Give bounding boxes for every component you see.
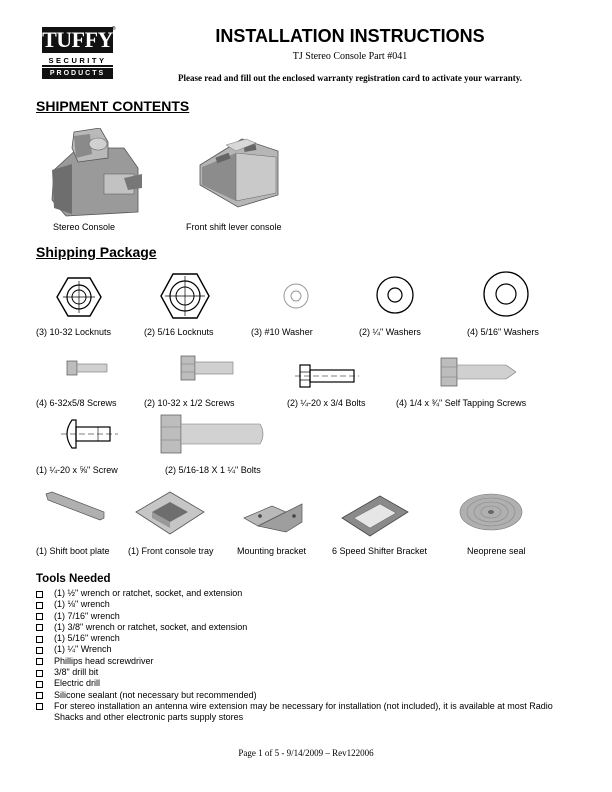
mounting-bracket-image — [242, 496, 304, 536]
tuffy-logo — [42, 26, 116, 81]
tools-list — [36, 588, 576, 724]
tool-item: (1) ¼" Wrench — [36, 644, 576, 655]
part-label: 6 Speed Shifter Bracket — [332, 546, 428, 556]
screw-6-32-icon — [66, 359, 108, 377]
tool-item: (1) ⅛" wrench — [36, 599, 576, 610]
checkbox-icon — [36, 591, 43, 598]
checkbox-icon — [36, 636, 43, 643]
part-label: (2) 10-32 x 1/2 Screws — [144, 398, 235, 408]
part-label: (4) 5/16" Washers — [467, 327, 539, 337]
tool-item: Phillips head screwdriver — [36, 656, 576, 667]
tools-needed-heading: Tools Needed — [36, 573, 111, 585]
checkbox-icon — [36, 692, 43, 699]
part-label: (1) Front console tray — [128, 546, 214, 556]
shift-boot-plate-image — [44, 490, 108, 522]
tool-item: (1) 7/16" wrench — [36, 611, 576, 622]
part-label: (4) 1/4 x ¾" Self Tapping Screws — [396, 398, 527, 408]
shifter-bracket-image — [340, 494, 410, 538]
neoprene-seal-image — [458, 492, 524, 532]
logo-registered-mark: ® — [112, 26, 116, 32]
front-console-tray-image — [134, 490, 206, 538]
tool-item: Electric drill — [36, 678, 576, 689]
bolt-quarter-20-icon — [294, 363, 360, 389]
washer-quarter-icon — [375, 275, 415, 315]
part-label: (1) Shift boot plate — [36, 546, 110, 556]
front-shift-lever-console-image — [196, 135, 280, 209]
bolt-5-16-18-icon — [160, 414, 268, 454]
locknut-5-16-icon — [160, 272, 210, 320]
shipment-label: Stereo Console — [53, 222, 116, 232]
tool-item: For stereo installation an antenna wire extension may be necessary for installation (not included), it is available at most Radio Shacks and other electronic parts supply stores — [36, 701, 576, 724]
part-label: (2) 5/16-18 X 1 ¼" Bolts — [165, 465, 261, 475]
logo-products: PRODUCTS — [42, 68, 113, 79]
logo-security: SECURITY — [48, 56, 107, 65]
washer-5-16-icon — [482, 270, 530, 318]
tool-item: 3/8" drill bit — [36, 667, 576, 678]
checkbox-icon — [36, 658, 43, 665]
part-label: (3) #10 Washer — [251, 327, 313, 337]
tool-item: (1) ½" wrench or ratchet, socket, and extension — [36, 588, 576, 599]
shipment-label: Front shift lever console — [186, 222, 282, 232]
locknut-10-32-icon — [56, 276, 102, 318]
part-label: (4) 6-32x5/8 Screws — [36, 398, 117, 408]
page-title: INSTALLATION INSTRUCTIONS — [215, 26, 485, 46]
checkbox-icon — [36, 613, 43, 620]
tool-item: (1) 3/8" wrench or ratchet, socket, and extension — [36, 622, 576, 633]
part-label: (1) ¼-20 x ⅝" Screw — [36, 465, 118, 475]
logo-wordmark: TUFFY — [42, 27, 113, 52]
checkbox-icon — [36, 703, 43, 710]
checkbox-icon — [36, 670, 43, 677]
shipment-contents-heading: SHIPMENT CONTENTS — [36, 98, 190, 114]
logo-divider — [42, 65, 113, 67]
part-label: Mounting bracket — [237, 546, 307, 556]
stereo-console-image — [44, 128, 144, 218]
part-label: Neoprene seal — [467, 546, 526, 556]
screw-quarter-20-icon — [60, 418, 120, 450]
part-label: (2) ¼" Washers — [359, 327, 421, 337]
self-tapping-screw-icon — [440, 357, 518, 387]
tool-item: (1) 5/16" wrench — [36, 633, 576, 644]
checkbox-icon — [36, 647, 43, 654]
checkbox-icon — [36, 681, 43, 688]
checkbox-icon — [36, 624, 43, 631]
page-subtitle: TJ Stereo Console Part #041 — [292, 51, 408, 62]
screw-10-32-icon — [180, 355, 234, 381]
shipping-package-heading: Shipping Package — [36, 244, 157, 260]
warranty-notice: Please read and fill out the enclosed warranty registration card to activate your warranty. — [178, 73, 522, 83]
tool-item: Silicone sealant (not necessary but recommended) — [36, 690, 576, 701]
part-label: (2) ¼-20 x 3/4 Bolts — [287, 398, 366, 408]
washer-10-icon — [282, 282, 310, 310]
checkbox-icon — [36, 602, 43, 609]
page-footer: Page 1 of 5 - 9/14/2009 – Rev122006 — [238, 748, 374, 758]
part-label: (3) 10-32 Locknuts — [36, 327, 112, 337]
part-label: (2) 5/16 Locknuts — [144, 327, 214, 337]
